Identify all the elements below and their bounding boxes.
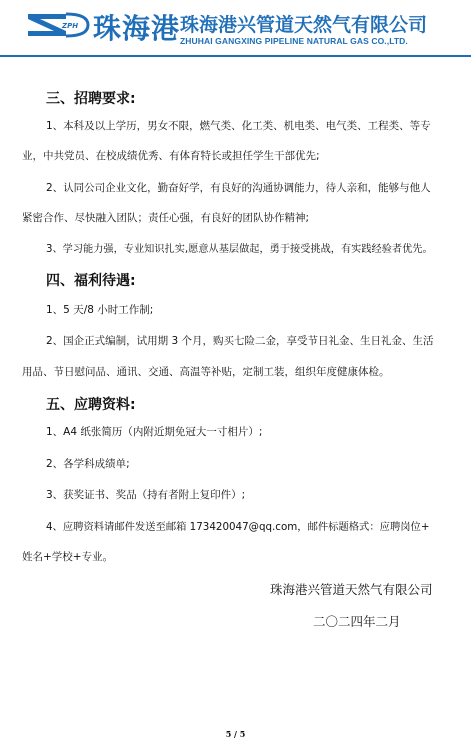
paragraph: 2、认同公司企业文化，勤奋好学，有良好的沟通协调能力，待人亲和，能够与他人 [46, 182, 431, 194]
paragraph: 紧密合作、尽快融入团队；责任心强，有良好的团队协作精神; [22, 212, 310, 224]
paragraph: 用品、节日慰问品、通讯、交通、高温等补贴，定制工装，组织年度健康体检。 [22, 366, 390, 378]
paragraph: 2、各学科成绩单; [46, 458, 130, 470]
logo-text: ZPH [62, 22, 79, 30]
brand-name: 珠海港 [93, 12, 181, 45]
section-heading-benefits: 四、福利待遇: [46, 273, 136, 289]
company-name-cn: 珠海港兴管道天然气有限公司 [180, 14, 428, 36]
paragraph: 姓名+学校+专业。 [22, 551, 114, 563]
paragraph: 1、本科及以上学历，男女不限，燃气类、化工类、机电类、电气类、工程类、等专 [46, 120, 431, 132]
signature-date: 二〇二四年二月 [313, 614, 401, 629]
header-divider [0, 55, 471, 57]
page-number: 5 / 5 [225, 729, 246, 739]
paragraph: 3、学习能力强，专业知识扎实,愿意从基层做起，勇于接受挑战，有实践经验者优先。 [46, 244, 433, 255]
signature-company: 珠海港兴管道天然气有限公司 [270, 582, 433, 597]
paragraph: 1、5 天/8 小时工作制; [46, 304, 154, 316]
section-heading-requirements: 三、招聘要求: [46, 91, 136, 107]
paragraph: 3、获奖证书、奖品（持有者附上复印件）; [46, 489, 246, 501]
paragraph: 1、A4 纸张简历（内附近期免冠大一寸相片）; [46, 426, 263, 438]
paragraph: 业，中共党员、在校成绩优秀、有体育特长或担任学生干部优先; [22, 150, 320, 162]
letterhead [0, 0, 471, 58]
paragraph: 4、应聘资料请邮件发送至邮箱 173420047@qq.com，邮件标题格式：应聘岗位+ [46, 521, 430, 533]
section-heading-materials: 五、应聘资料: [46, 397, 136, 413]
company-logo-icon [26, 10, 90, 40]
paragraph: 2、国企正式编制，试用期 3 个月，购买七险二金，享受节日礼金、生日礼金、生活 [46, 335, 434, 347]
company-name-en: ZHUHAI GANGXING PIPELINE NATURAL GAS CO.,LTD. [180, 36, 408, 46]
